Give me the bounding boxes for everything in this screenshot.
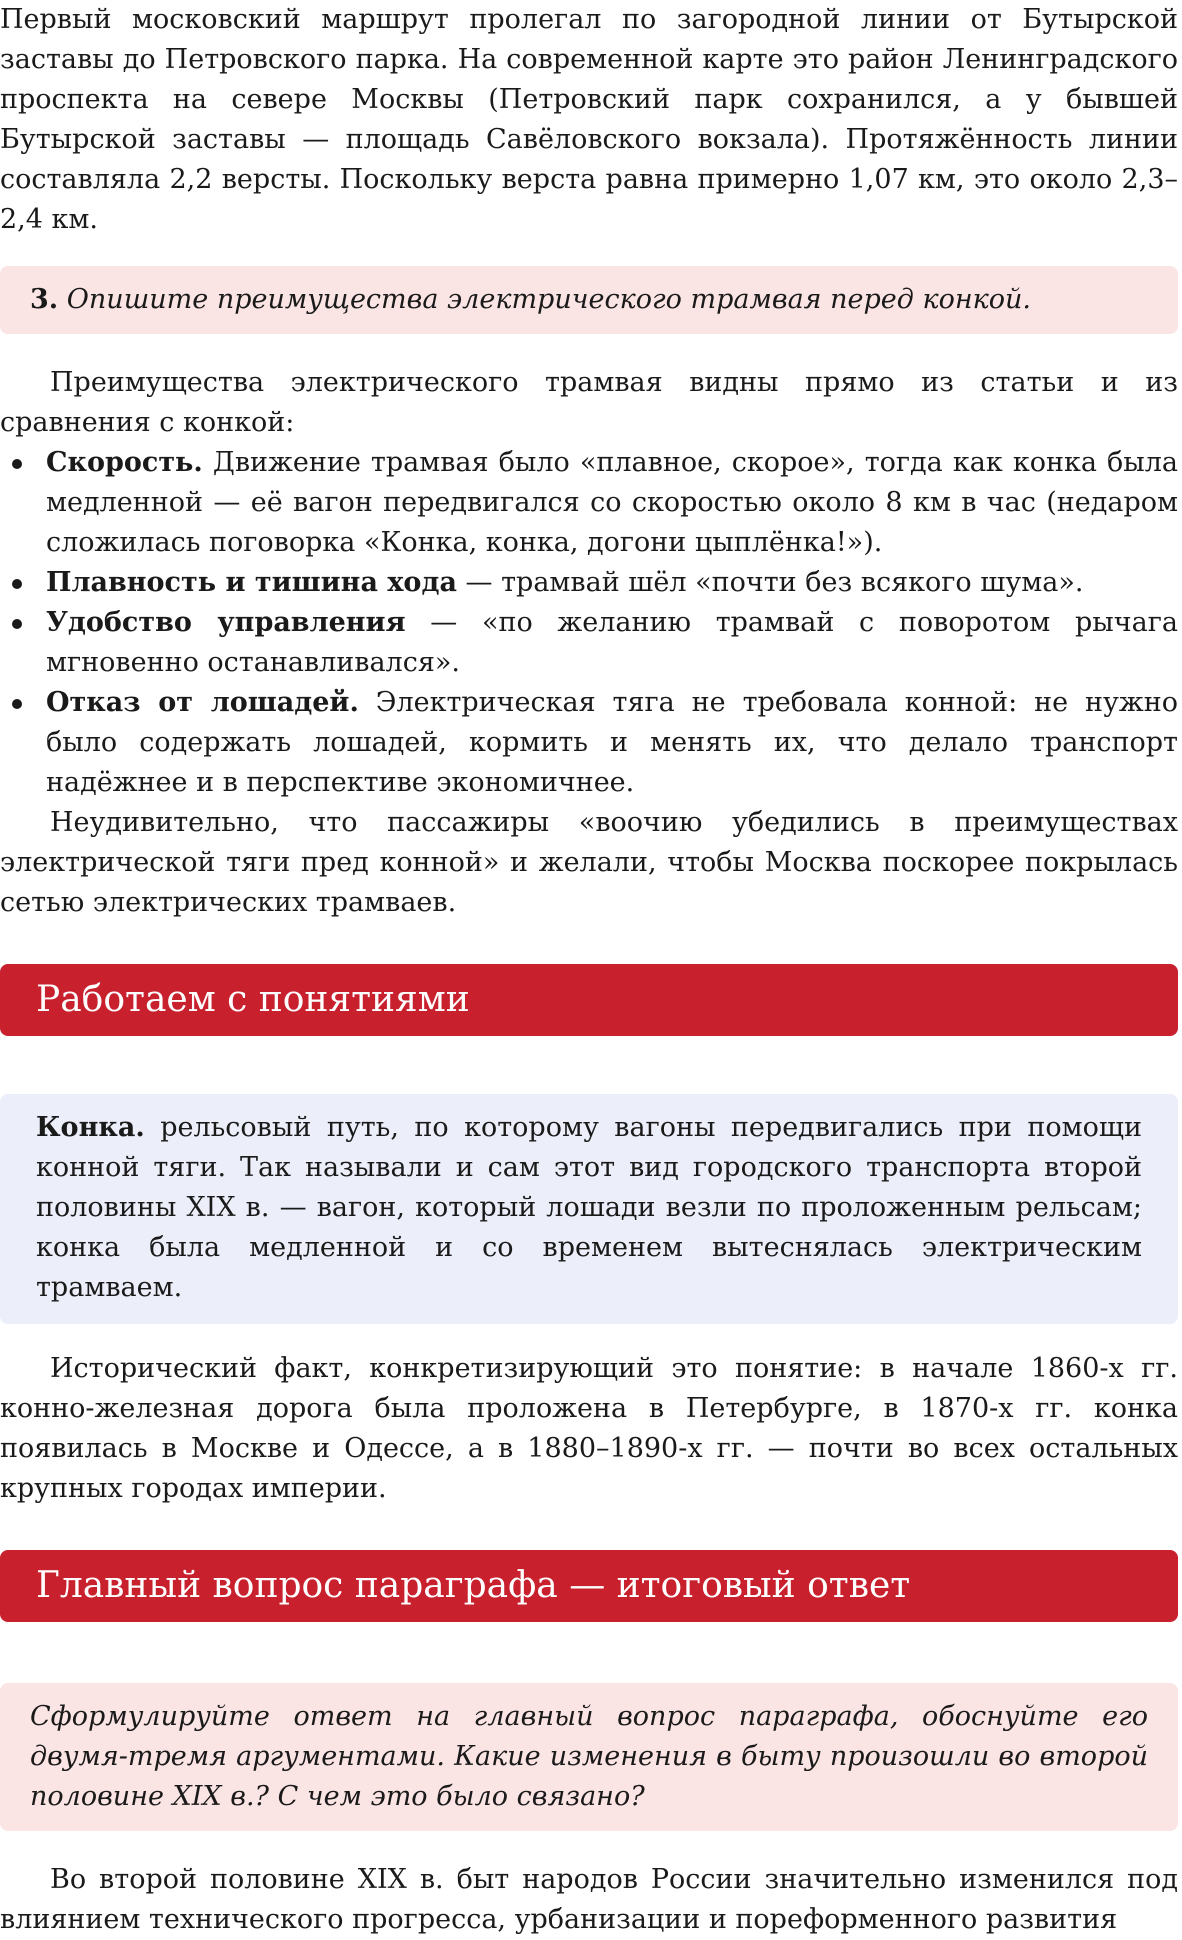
bullet-title: Удобство управления xyxy=(46,607,406,638)
bullet-icon xyxy=(12,579,22,589)
section-header-concepts: Работаем с понятиями xyxy=(0,964,1178,1036)
answer-intro: Преимущества электрического трамвая видны прямо из статьи и из сравнения с конкой: xyxy=(0,367,1178,438)
advantages-list xyxy=(0,443,1178,803)
historical-fact: Исторический факт, конкретизирующий это понятие: в начале 1860-х гг. конно-железная дорога была проложена в Петербурге, в 1870-х гг. конка появилась в Москве и Одессе, а в 1880–1890-х гг. — почти во всех остальных крупных городах империи. xyxy=(0,1353,1178,1504)
bullet-title: Плавность и тишина хода xyxy=(46,567,457,598)
bullet-icon xyxy=(12,699,22,709)
question-3 xyxy=(30,280,1148,320)
bullet-text: — «по желанию трамвай с поворотом рычага мгновенно останавливался». xyxy=(46,607,1178,678)
list-item xyxy=(0,563,1178,603)
bullet-icon xyxy=(12,619,22,629)
list-item xyxy=(0,683,1178,803)
intro-paragraph: Первый московский маршрут пролегал по загородной линии от Бутырской заставы до Петровского парка. На современной карте это район Ленинградского проспекта на севере Москвы (Петровский парк сохранился, а у бывшей Бутырской заставы — площадь Савёловского вокзала). Протяжённость линии составляла 2,2 версты. Поскольку верста равна примерно 1,07 км, это около 2,3–2,4 км. xyxy=(0,4,1178,235)
bullet-text: Движение трамвая было «плавное, скорое», тогда как конка была медленной — её вагон передвигался со скоростью около 8 км в час (недаром сложилась поговорка «Конка, конка, догони цыплёнка!»). xyxy=(46,447,1178,558)
question-number: 3. xyxy=(30,284,59,315)
section-header-main-question: Главный вопрос параграфа — итоговый ответ xyxy=(0,1550,1178,1622)
question-3-box xyxy=(0,266,1178,334)
bullet-text: Электрическая тяга не требовала конной: не нужно было содержать лошадей, кормить и менять их, что делало транспорт надёжнее и в перспективе экономичнее. xyxy=(46,687,1179,798)
concept-term: Конка. xyxy=(36,1112,145,1143)
answer-3 xyxy=(0,363,1178,923)
list-item xyxy=(0,603,1178,683)
list-item xyxy=(0,443,1178,563)
concept-definition-text: рельсовый путь, по которому вагоны передвигались при помощи конной тяги. Так называли и сам этот вид городского транспорта второй половины XIX в. — вагон, который лошади везли по проложенным рельсам; конка была медленной и со временем вытеснялась электрическим трамваем. xyxy=(36,1112,1142,1303)
bullet-icon xyxy=(12,459,22,469)
bullet-title: Скорость. xyxy=(46,447,203,478)
answer-conclusion: Неудивительно, что пассажиры «воочию убедились в преимуществах электрической тяги пред конной» и желали, чтобы Москва поскорее покрылась сетью электрических трамваев. xyxy=(0,807,1178,918)
concept-box xyxy=(0,1094,1178,1324)
question-text: Опишите преимущества электрического трамвая перед конкой. xyxy=(66,284,1031,315)
main-question-text: Сформулируйте ответ на главный вопрос параграфа, обоснуйте его двумя-тремя аргументами. Какие изменения в быту произошли во второй половине XIX в.? С чем это было связано? xyxy=(30,1701,1148,1812)
bullet-text: — трамвай шёл «почти без всякого шума». xyxy=(456,567,1084,598)
bullet-title: Отказ от лошадей. xyxy=(46,687,359,718)
main-answer: Во второй половине XIX в. быт народов России значительно изменился под влиянием технического прогресса, урбанизации и пореформенного развития xyxy=(0,1864,1178,1935)
concept-definition xyxy=(36,1108,1142,1308)
main-question-box xyxy=(0,1683,1178,1831)
